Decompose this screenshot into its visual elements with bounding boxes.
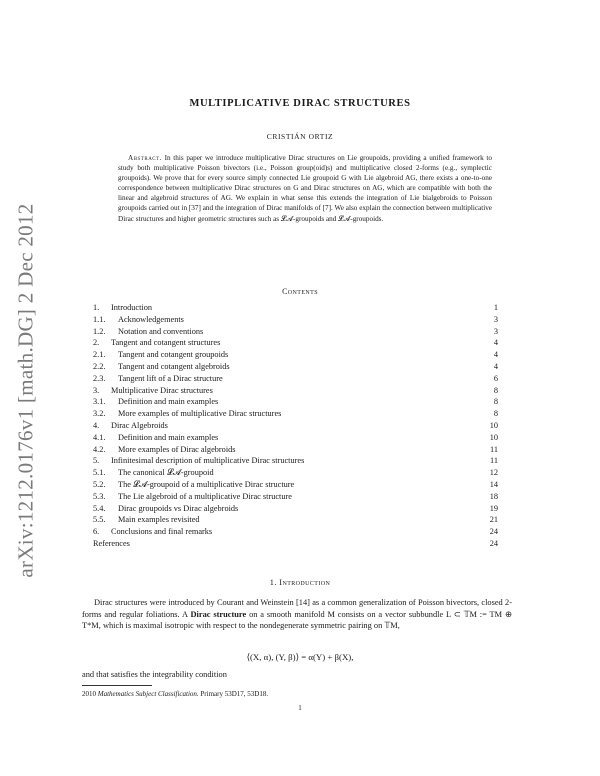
toc-entry-label: Introduction (111, 303, 153, 312)
toc-entry-page: 1 (493, 303, 498, 312)
toc-entry-number: 5.3. (93, 491, 106, 501)
toc-entry-number: 5. (93, 456, 100, 466)
toc-entry[interactable] (93, 467, 498, 479)
toc-entry-page: 12 (489, 468, 498, 478)
toc-entry[interactable] (93, 408, 498, 420)
toc-entry-left (93, 337, 220, 349)
toc-entry-page: 8 (493, 397, 498, 407)
toc-entry[interactable] (93, 491, 498, 503)
toc-entry-page: 4 (493, 361, 498, 371)
footnote (82, 690, 268, 698)
toc-entry-page: 19 (489, 503, 498, 513)
toc-entry-label: Tangent and cotangent structures (111, 338, 221, 348)
toc-entry-label: Tangent and cotangent algebroids (118, 361, 230, 371)
page-number: 1 (298, 704, 302, 712)
toc-entry-label: Definition and main examples (118, 432, 219, 442)
toc-entry[interactable] (93, 526, 498, 538)
toc-entry[interactable] (93, 514, 498, 526)
toc-entry-number: 3.1. (93, 397, 106, 407)
toc-entry-label: Infinitesimal description of multiplicative Dirac structures (111, 456, 305, 466)
toc-entry-number: 4.2. (93, 444, 106, 454)
toc-entry-label: Tangent and cotangent groupoids (118, 350, 229, 360)
toc-entry-label: Acknowledgements (118, 314, 184, 324)
toc-entry-number: 2. (93, 338, 100, 348)
contents-title: Contents (282, 287, 318, 296)
toc-entry-page: 24 (489, 527, 498, 537)
toc-entry-page: 11 (490, 444, 498, 454)
toc-entry-left (93, 491, 292, 503)
toc-entry-number: 5.2. (93, 479, 106, 489)
toc-entry-left (93, 302, 152, 314)
toc-entry[interactable] (93, 326, 498, 338)
intro-text-start: Dirac structures were introduced by Courant and Weinstein [14] as a common generalization of Poisson bivectors, closed 2-forms and regular foliations. A (82, 598, 512, 619)
toc-entry[interactable] (93, 420, 498, 432)
toc-entry-page: 4 (493, 338, 498, 348)
toc-entry-left (93, 479, 294, 491)
pairing-equation: ⟨(X, α), (Y, β)⟩ = α(Y) + β(X), (246, 652, 354, 662)
toc-entry[interactable] (93, 361, 498, 373)
toc-entry-left (93, 373, 223, 385)
toc-entry-left (93, 444, 236, 456)
toc-entry[interactable] (93, 455, 498, 467)
dirac-structure-term: Dirac structure (190, 609, 247, 619)
abstract-text: In this paper we introduce multiplicative Dirac structures on Lie groupoids, providing a unified framework to study both multiplicative Poisson bivectors (i.e., Poisson group(oid)s) and multiplicative closed 2-forms (e.g., symplectic groupoids). We prove that for every source simply connected Lie groupoid G with Lie algebroid AG, there exists a one-to-one correspondence between multiplicative Dirac structures on G and Dirac structures on AG, which are compatible with both the linear and algebroid structures of AG. We explain in what sense this extends the integration of Lie bialgebroids to Poisson groupoids carried out in [37] and the integration of Dirac manifolds of [7]. We also explain the connection between multiplicative Dirac structures and higher geometric structures such as 𝓛𝓐-groupoids and 𝓛𝓐-groupoids. (118, 154, 492, 223)
toc-entry-label: Definition and main examples (118, 397, 219, 407)
toc-entry-left (93, 326, 203, 338)
toc-entry-label: The 𝓛𝓐-groupoid of a multiplicative Dirac structure (118, 479, 295, 489)
toc-entry-left (93, 538, 130, 550)
toc-entry[interactable] (93, 349, 498, 361)
footnote-rest: Primary 53D17, 53D18. (198, 690, 269, 698)
toc-entry[interactable] (93, 385, 498, 397)
toc-entry-label: The canonical 𝓛𝓐-groupoid (118, 468, 214, 478)
toc-entry-number: 3.2. (93, 409, 106, 419)
toc-entry-left (93, 467, 214, 479)
toc-entry-left (93, 455, 304, 467)
toc-entry-number: 5.4. (93, 503, 106, 513)
toc-entry-label: Multiplicative Dirac structures (111, 385, 213, 395)
toc-entry[interactable] (93, 314, 498, 326)
toc-entry[interactable] (93, 396, 498, 408)
abstract (118, 153, 492, 224)
toc-entry-left (93, 503, 238, 515)
toc-entry[interactable] (93, 337, 498, 349)
toc-entry-number: 2.3. (93, 373, 106, 383)
intro-text-end: on a smooth manifold M consists on a vector subbundle L ⊂ 𝕋M := TM ⊕ T*M, which is maximal isotropic with respect to the nondegenerate symmetric pairing on 𝕋M, (82, 609, 512, 631)
integrability-text: and that satisfies the integrability condition (82, 670, 227, 679)
toc-entry[interactable] (93, 538, 498, 550)
footnote-year: 2010 (82, 690, 98, 698)
toc-entry-number: 5.5. (93, 515, 106, 525)
toc-entry[interactable] (93, 432, 498, 444)
toc-entry-number: 4. (93, 420, 100, 430)
table-of-contents (93, 302, 498, 550)
section-heading: 1. Introduction (269, 578, 331, 587)
toc-entry-left (93, 432, 218, 444)
toc-entry-page: 21 (489, 515, 498, 525)
toc-entry-label: Dirac groupoids vs Dirac algebroids (118, 503, 239, 513)
toc-entry-number: 3. (93, 385, 100, 395)
toc-entry-left (93, 385, 213, 397)
toc-entry-label: The Lie algebroid of a multiplicative Dirac structure (118, 491, 292, 501)
toc-entry[interactable] (93, 479, 498, 491)
toc-entry-page: 3 (493, 314, 498, 324)
toc-entry-label: More examples of multiplicative Dirac structures (118, 409, 282, 419)
toc-entry-label: Notation and conventions (118, 326, 204, 336)
footnote-rule (82, 685, 152, 686)
toc-entry-page: 24 (489, 538, 498, 548)
toc-entry-left (93, 396, 218, 408)
toc-entry-left (93, 361, 230, 373)
toc-entry-left (93, 526, 212, 538)
toc-entry-left (93, 514, 200, 526)
toc-entry-number: 5.1. (93, 468, 106, 478)
toc-entry-left (93, 408, 281, 420)
toc-entry-label: Tangent lift of a Dirac structure (118, 373, 223, 383)
toc-entry-number: 1.1. (93, 314, 106, 324)
toc-entry-page: 14 (489, 479, 498, 489)
toc-entry-number: 1.2. (93, 326, 106, 336)
toc-entry-label: More examples of Dirac algebroids (118, 444, 236, 454)
toc-entry-label: Dirac Algebroids (111, 420, 168, 430)
toc-entry-page: 10 (489, 432, 498, 442)
toc-entry-page: 11 (490, 456, 498, 466)
toc-entry[interactable] (93, 373, 498, 385)
toc-entry[interactable] (93, 302, 498, 314)
intro-paragraph (82, 597, 512, 632)
toc-entry-number: 4.1. (93, 432, 106, 442)
paper-author: CRISTIÁN ORTIZ (266, 132, 334, 141)
toc-entry[interactable] (93, 503, 498, 515)
toc-entry-label: References (93, 538, 130, 548)
paper-title: MULTIPLICATIVE DIRAC STRUCTURES (189, 98, 411, 109)
toc-entry-page: 3 (493, 326, 498, 336)
toc-entry-page: 6 (493, 373, 498, 383)
toc-entry-page: 4 (493, 350, 498, 360)
toc-entry-number: 6. (93, 527, 100, 537)
toc-entry-left (93, 420, 168, 432)
toc-entry-page: 8 (493, 385, 498, 395)
toc-entry-number: 1. (93, 303, 100, 312)
toc-entry-label: Main examples revisited (118, 515, 200, 525)
toc-entry-number: 2.1. (93, 350, 106, 360)
footnote-italic: Mathematics Subject Classification. (97, 690, 199, 698)
toc-entry-page: 8 (493, 409, 498, 419)
toc-entry-number: 2.2. (93, 361, 106, 371)
toc-entry-left (93, 349, 228, 361)
arxiv-stamp-text: arXiv:1212.0176v1 [math.DG] 2 Dec 2012 (13, 202, 38, 578)
toc-entry-left (93, 314, 184, 326)
arxiv-stamp (14, 170, 38, 610)
toc-entry-page: 18 (489, 491, 498, 501)
toc-entry[interactable] (93, 444, 498, 456)
toc-entry-label: Conclusions and final remarks (111, 527, 213, 537)
abstract-label: Abstract. (128, 154, 162, 162)
toc-entry-page: 10 (489, 420, 498, 430)
